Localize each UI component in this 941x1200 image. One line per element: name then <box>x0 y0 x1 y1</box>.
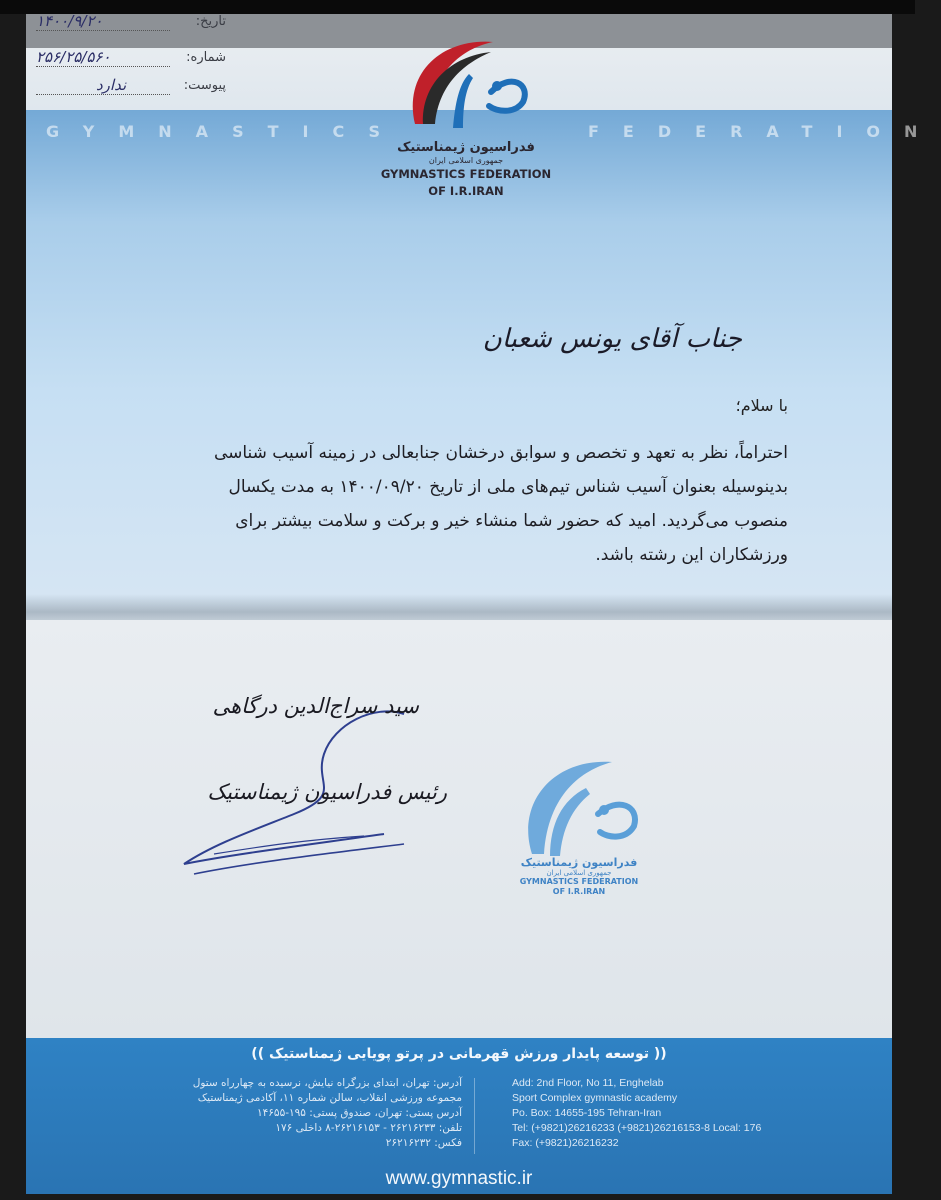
date-value: ۱۴۰۰/۹/۲۰ <box>36 12 103 30</box>
signer-title: رئیس فدراسیون ژیمناستیک <box>207 780 447 804</box>
stamp-org-en-line1: GYMNASTICS FEDERATION <box>519 877 639 886</box>
address-fa-line: آدرس: تهران، ابتدای بزرگراه نیایش، نرسیده به چهارراه ستول <box>192 1077 462 1089</box>
stamp-org-en-line2: OF I.R.IRAN <box>552 887 606 896</box>
number-label: شماره: <box>186 50 226 65</box>
org-name-en-line2: OF I.R.IRAN <box>428 184 504 198</box>
attachment-value: ندارد <box>96 76 127 94</box>
body-line: منصوب می‌گردید. امید که حضور شما منشاء خیر و برکت و سلامت بیشتر برای <box>235 511 788 531</box>
footer-slogan: (( توسعه پایدار ورزش قهرمانی در پرتو پویایی ژیمناستیک )) <box>251 1046 667 1062</box>
body-line: احتراماً، نظر به تعهد و تخصص و سوابق درخشان جنابعالی در زمینه آسیب شناسی <box>213 443 788 463</box>
address-fa-line: آدرس پستی: تهران، صندوق پستی: ۱۹۵-۱۴۶۵۵ <box>257 1107 462 1119</box>
address-en-line: Fax: (+9821)26216232 <box>512 1137 619 1149</box>
stamp-sub-fa: جمهوری اسلامی ایران <box>546 869 612 877</box>
address-en-line: Po. Box: 14655-195 Tehran-Iran <box>512 1107 662 1119</box>
attachment-row <box>26 76 226 98</box>
org-name-en-line1: GYMNASTICS FEDERATION <box>380 167 552 181</box>
org-name-fa: فدراسیون ژیمناستیک <box>397 140 535 155</box>
date-label: تاریخ: <box>195 14 226 29</box>
address-en-line: Add: 2nd Floor, No 11, Enghelab <box>512 1077 664 1089</box>
number-row <box>26 48 226 70</box>
watermark-gymnastics: GYMNASTICS <box>46 122 405 141</box>
number-value: ۲۵۶/۲۵/۵۶۰ <box>36 48 111 66</box>
address-en-line: Sport Complex gymnastic academy <box>512 1092 678 1104</box>
website-link[interactable]: www.gymnastic.ir <box>385 1168 533 1189</box>
organization-name <box>336 140 596 199</box>
address-fa-line: فکس: ۲۶۲۱۶۲۳۲ <box>385 1137 462 1149</box>
org-subtitle-fa: جمهوری اسلامی ایران <box>428 156 504 165</box>
address-en-line: Tel: (+9821)26216233 (+9821)26216153-8 Local: 176 <box>512 1122 762 1134</box>
stamp-text <box>494 856 664 897</box>
recipient-name: جناب آقای یونس شعبان <box>482 324 742 354</box>
letter-page <box>26 12 941 1194</box>
letter-body <box>98 436 788 572</box>
federation-logo-icon <box>393 32 543 142</box>
watermark-federation: FEDERATION <box>588 122 941 141</box>
stamp-org-fa: فدراسیون ژیمناستیک <box>520 856 638 869</box>
address-en <box>512 1076 872 1151</box>
greeting: با سلام؛ <box>735 396 788 415</box>
body-line: ورزشکاران این رشته باشد. <box>595 545 788 565</box>
signer-name: سید سراج‌الدین درگاهی <box>212 694 419 718</box>
footer-divider <box>474 1078 475 1154</box>
official-stamp-icon <box>502 744 652 954</box>
address-fa <box>52 1076 462 1151</box>
body-line: بدینوسیله بعنوان آسیب شناس تیم‌های ملی از تاریخ ۱۴۰۰/۰۹/۲۰ به مدت یکسال <box>228 477 788 497</box>
address-fa-line: مجموعه ورزشی انقلاب، سالن شماره ۱۱، آکادمی ژیمناستیک <box>197 1092 462 1104</box>
address-fa-line: تلفن: ۲۶۲۱۶۲۳۳ - ۲۶۲۱۶۱۵۳-۸ داخلی ۱۷۶ <box>275 1122 462 1134</box>
letter-lower-section <box>26 620 892 1038</box>
attachment-label: پیوست: <box>183 78 226 93</box>
date-row <box>26 12 226 34</box>
